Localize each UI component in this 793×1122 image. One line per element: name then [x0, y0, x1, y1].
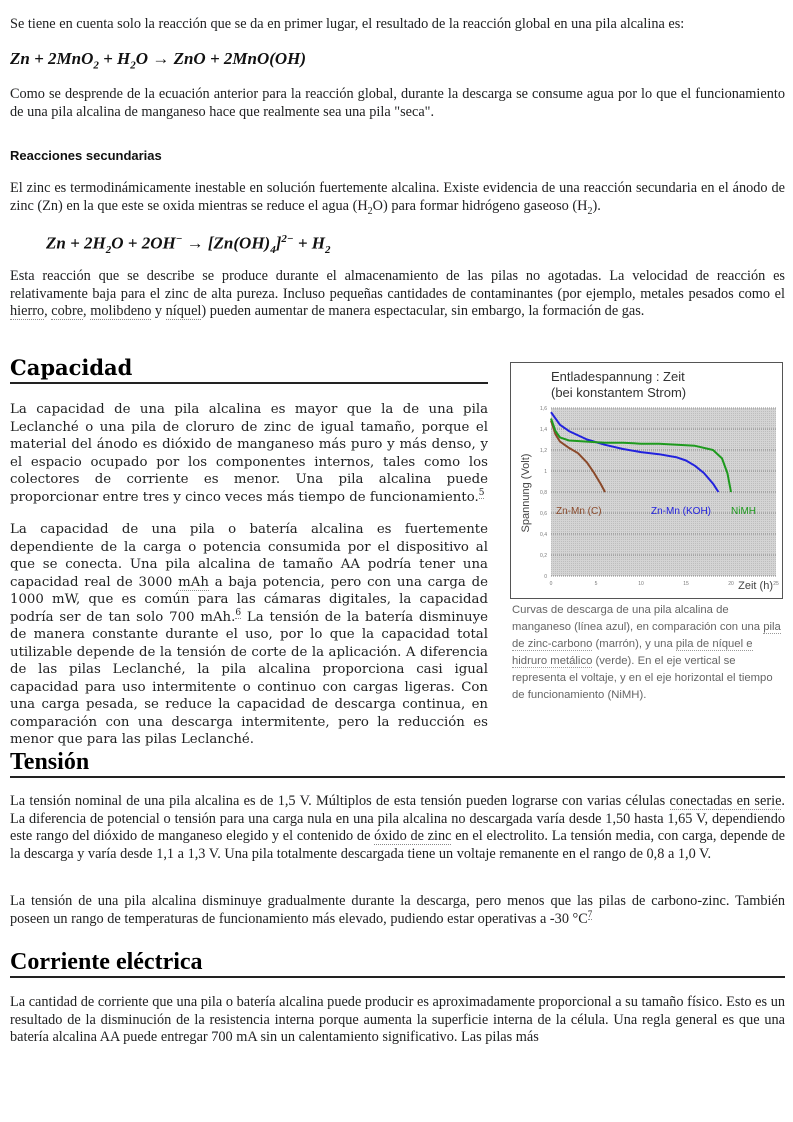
secondary-paragraph-1: El zinc es termodinámicamente inestable en solución fuertemente alcalina. Existe evidencia de una reacción secundaria en el ánodo de zinc (Zn) en la que este se oxida mientras se reduce el agua $(H_2O)$ para formar hidrógeno gaseoso $(H_2)$. — [10, 180, 785, 217]
svg-text:1,4: 1,4 — [540, 427, 547, 433]
link-molibdeno[interactable]: molibdeno — [90, 303, 152, 319]
discharge-chart — [511, 363, 782, 598]
link-pila-niquel-hidruro[interactable]: pila de níquel e hidruro metálico — [512, 638, 753, 667]
reference-6[interactable]: 6 — [235, 608, 242, 619]
link-oxido-de-zinc[interactable]: óxido de zinc — [374, 828, 452, 844]
secondary-reactions-heading: Reacciones secundarias — [10, 148, 162, 163]
capacidad-paragraph-1: La capacidad de una pila alcalina es mayor que la de una pila Leclanché o una pila de cloruro de zinc de igual tamaño, porque el material del ánodo es dióxido de manganeso más puro y más denso, y el espacio ocupado por los componentes internos, tales como los colectores de corriente es menor. Una pila alcalina puede proporcionar entre tres y cinco veces más tiempo de funcionamiento.$^5$ — [10, 402, 488, 505]
link-cobre[interactable]: cobre — [51, 303, 84, 319]
svg-text:Zn-Mn (C): Zn-Mn (C) — [556, 506, 602, 517]
svg-text:25: 25 — [773, 581, 779, 587]
section-heading-capacidad: Capacidad — [10, 355, 488, 384]
svg-text:0,2: 0,2 — [540, 553, 547, 559]
svg-text:0,6: 0,6 — [540, 511, 547, 517]
intro-paragraph-2: Como se desprende de la ecuación anterior para la reacción global, durante la descarga se consume agua por lo que el funcionamiento de una pila alcalina de manganeso hace que realmente sea una pila "seca". — [10, 86, 785, 120]
svg-text:0: 0 — [549, 581, 553, 587]
chart-x-axis-label: Zeit (h) — [738, 580, 773, 592]
reference-5[interactable]: 5 — [478, 488, 485, 499]
discharge-chart-figure[interactable] — [510, 362, 783, 599]
svg-text:NiMH: NiMH — [731, 506, 756, 517]
chart-title-line2: (bei konstantem Strom) — [551, 385, 687, 400]
reference-7[interactable]: 7 — [587, 908, 593, 919]
link-niquel[interactable]: níquel — [165, 303, 202, 319]
svg-text:1,2: 1,2 — [540, 448, 547, 454]
link-pila-zinc-carbono[interactable]: pila de zinc-carbono — [512, 621, 781, 650]
intro-paragraph-1: Se tiene en cuenta solo la reacción que se da en primer lugar, el resultado de la reacción global en una pila alcalina es: — [10, 16, 685, 32]
svg-text:0,8: 0,8 — [540, 490, 547, 496]
svg-text:10: 10 — [638, 581, 644, 587]
global-reaction-equation: $Zn + 2MnO_2 + H_2O$ → ZnO + 2MnO(OH) — [10, 49, 307, 72]
tension-paragraph-1: La tensión nominal de una pila alcalina es de 1,5 V. Múltiplos de esta tensión pueden lograrse con varias células conectadas en serie. La diferencia de potencial o tensión para una carga nula en una pila alcalina no descargada varía desde 1,50 hasta 1,65 V, dependiendo este rango del dióxido de manganeso elegido y el contenido de óxido de zinc en el electrolito. La tensión media, con carga, depende de la descarga y varía desde 1,1 a 1,3 V. Una pila totalmente descargada tiene un voltaje remanente en el rango de 0,8 a 1,0 V. — [10, 793, 785, 862]
chart-plot-area — [540, 406, 779, 587]
svg-text:5: 5 — [594, 581, 598, 587]
svg-text:1: 1 — [544, 469, 547, 475]
corriente-paragraph-1: La cantidad de corriente que una pila o batería alcalina puede producir es aproximadamente proporcional a su tamaño físico. Esto es un resultado de la disminución de la resistencia interna porque aumenta la superficie interna de la célula. Una regla general es que una batería alcalina AA puede entregar 700 mA sin un calentamiento significativo. Las pilas más — [10, 994, 785, 1045]
link-mah[interactable]: mAh — [178, 574, 209, 590]
section-heading-corriente: Corriente eléctrica — [10, 949, 785, 978]
capacidad-paragraph-2: La capacidad de una pila o batería alcalina es fuertemente dependiente de la carga o potencia consumida por el dispositivo al que se conecta. Una pila alcalina de tamaño AA podría tener una capacidad real de 3000 mAh a baja potencia, pero con una carga de 1000 mW, que es común para las cámaras digitales, la capacidad podría ser de tan solo 700 mAh.$^6$ La tensión de la batería disminuye de manera constante durante el uso, por lo que la capacidad total utilizable depende de la tensión de corte de la aplicación. A diferencia de las pilas Leclanché, la pila alcalina proporciona casi igual capacidad para uso intermitente o continuo con cargas ligeras. Con una carga pesada, se reduce la capacidad de descarga continua, en comparación con una descarga intermitente, pero la reducción es menor que para las pilas Leclanché. — [10, 522, 488, 747]
chart-title-line1: Entladespannung : Zeit — [551, 369, 685, 384]
link-conectadas-en-serie[interactable]: conectadas en serie — [669, 793, 782, 809]
svg-text:Zn-Mn (KOH): Zn-Mn (KOH) — [651, 506, 711, 517]
chart-y-axis-label: Spannung (Volt) — [520, 453, 532, 533]
link-hierro[interactable]: hierro — [10, 303, 45, 319]
svg-text:1,6: 1,6 — [540, 406, 547, 412]
svg-text:20: 20 — [728, 581, 734, 587]
secondary-reaction-equation: $Zn + 2H_2O + 2OH^- \to [Zn(OH)_4]^{2-} + H_2$ — [46, 233, 331, 257]
secondary-paragraph-2: Esta reacción que se describe se produce durante el almacenamiento de las pilas no agotadas. La velocidad de reacción es relativamente baja para el zinc de alta pureza. Incluso pequeñas cantidades de contaminantes (por ejemplo, metales pesados como el hierro, cobre, molibdeno y níquel) pueden aumentar de manera espectacular, sin embargo, la formación de gas. — [10, 268, 785, 319]
svg-text:0,4: 0,4 — [540, 532, 547, 538]
svg-text:0: 0 — [544, 574, 547, 580]
tension-paragraph-2: La tensión de una pila alcalina disminuye gradualmente durante la descarga, pero menos que las pilas de carbono-zinc. También poseen un rango de temperaturas de funcionamiento más elevado, pudiendo estar operativas a -30 °C$^7$ — [10, 893, 785, 927]
figure-caption: Curvas de descarga de una pila alcalina de manganeso (línea azul), en comparación con una pila de zinc-carbono (marrón), y una pila de níquel e hidruro metálico (verde). En el eje vertical se representa el voltaje, y en el eje horizontal el tiempo de funcionamiento (NiMH). — [512, 604, 781, 701]
section-heading-tension: Tensión — [10, 749, 785, 778]
svg-text:15: 15 — [683, 581, 689, 587]
